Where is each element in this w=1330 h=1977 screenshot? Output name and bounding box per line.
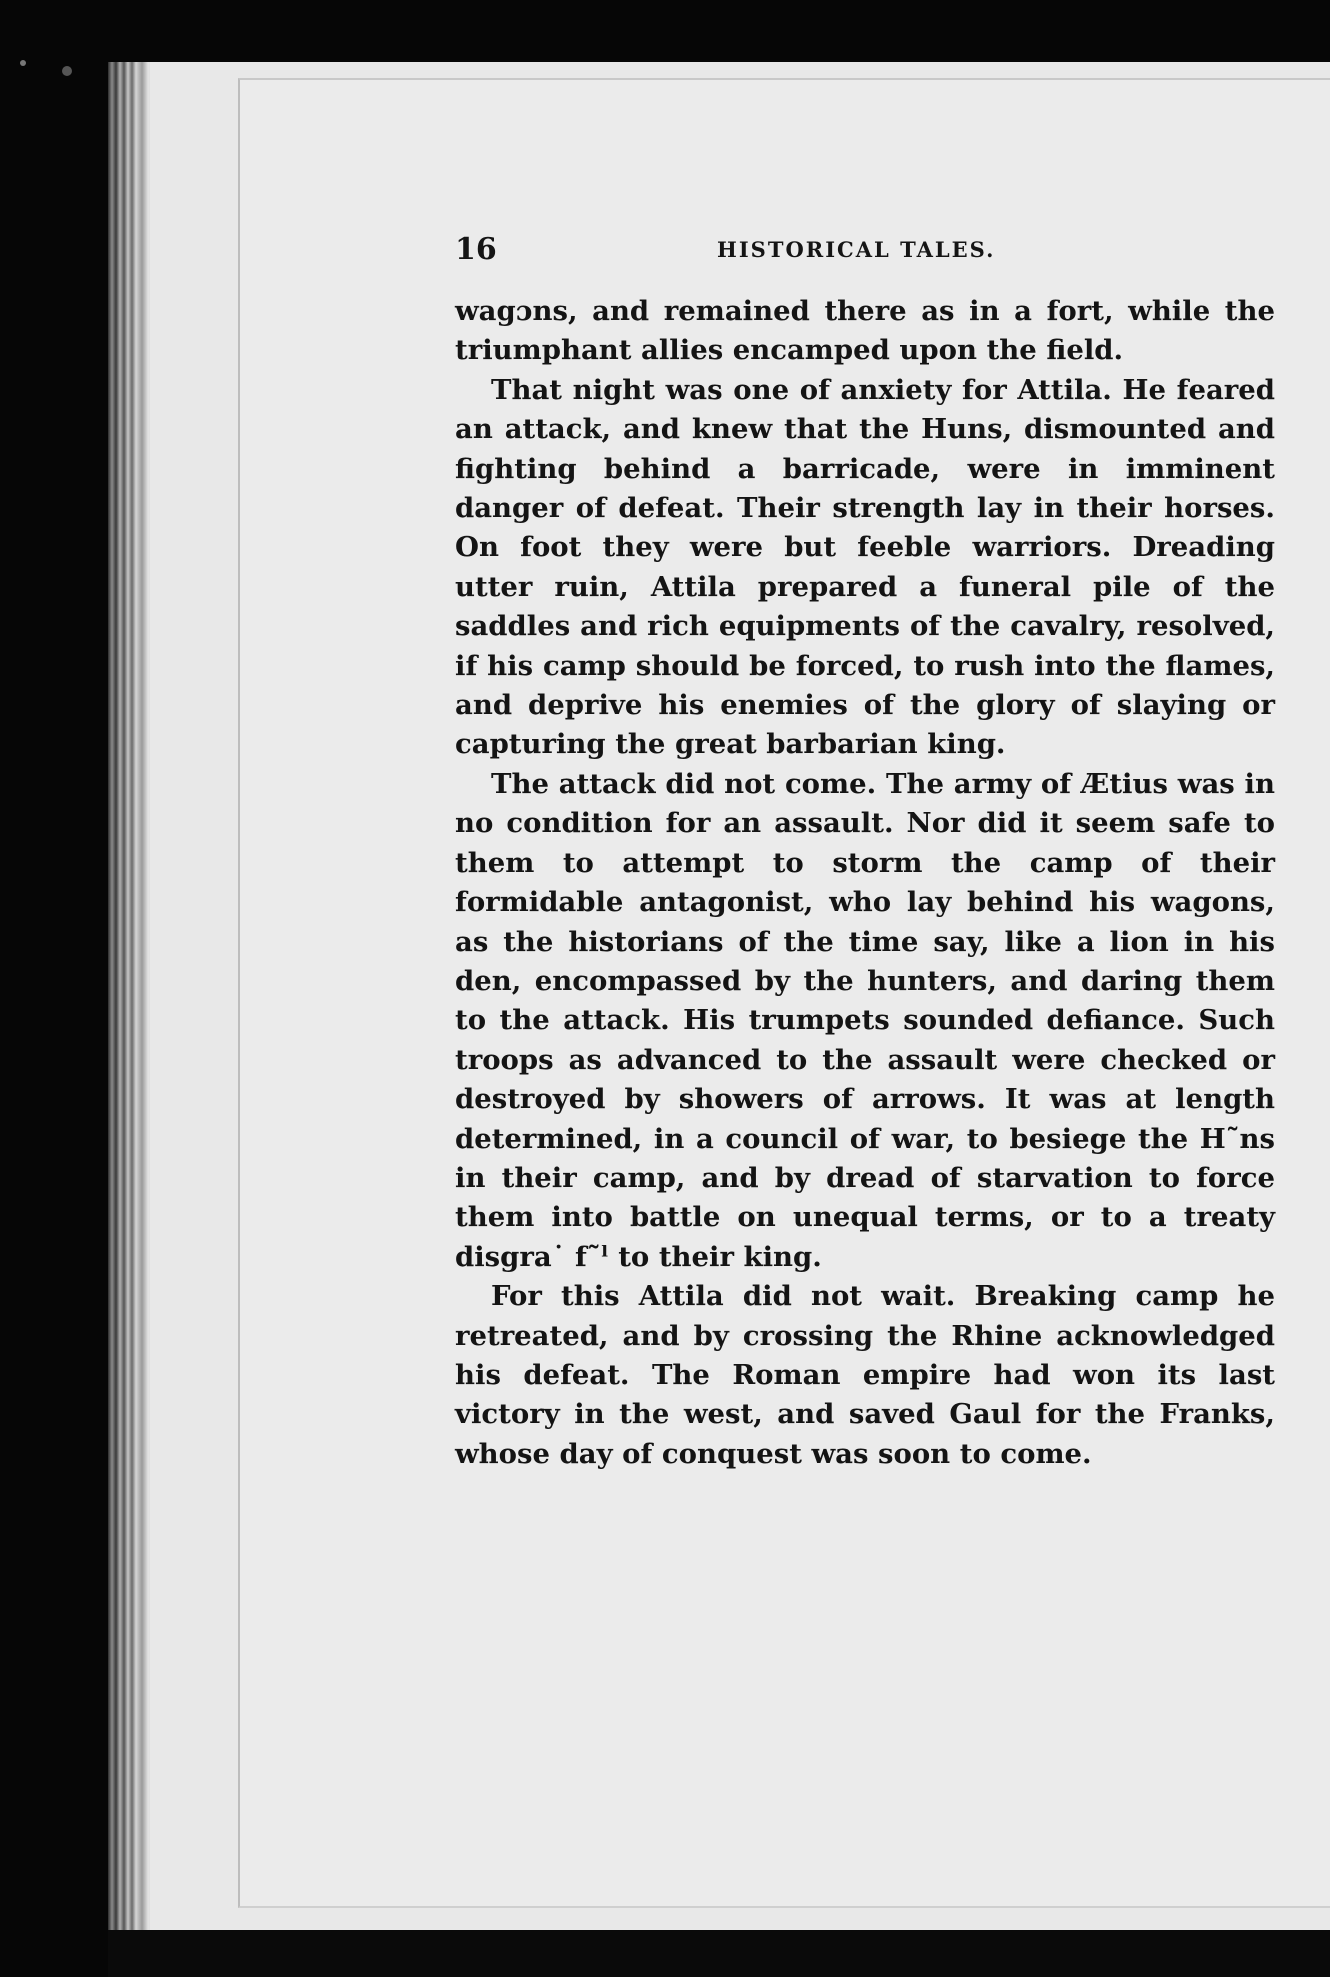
paragraph: That night was one of anxiety for Attila. He feared an attack, and knew that the Huns, dismounted and fighting behind a barricade, were in imminent danger of defeat. Their strength lay in their horses. On foot they were but feeble warriors. Dreading utter ruin, Attila prepared a funeral pile of the saddles and rich equipments of the cavalry, resolved, if his camp should be forced, to rush into the flames, and deprive his enemies of the glory of slaying or capturing the great barbarian king. — [455, 373, 1275, 761]
paragraph: For this Attila did not wait. Breaking camp he retreated, and by crossing the Rhine acknowledged his defeat. The Roman empire had won its last victory in the west, and saved Gaul for the Franks, whose day of conquest was soon to come. — [455, 1280, 1275, 1470]
body-text — [455, 292, 1275, 1474]
paragraph: The attack did not come. The army of Ætius was in no condition for an assault. Nor did it seem safe to them to attempt to storm the camp of their formidable antagonist, who lay behind his wagons, as the historians of the time say, like a lion in his den, encompassed by the hunters, and daring them to the attack. His trumpets sounded defiance. Such troops as advanced to the assault were checked or destroyed by showers of arrows. It was at length determined, in a council of war, to besiege the H˜ns in their camp, and by dread of starvation to force them into battle on unequal terms, or to a treaty disgra˙ f˜ˡ to their king. — [455, 767, 1275, 1273]
bottom-shadow — [108, 1930, 1330, 1977]
page-number: 16 — [455, 232, 497, 267]
scan-speck — [20, 60, 26, 66]
paragraph: wagɔns, and remained there as in a fort, while the triumphant allies encamped upon the field. — [455, 295, 1275, 367]
running-title: HISTORICAL TALES. — [717, 237, 996, 262]
scan-speck — [62, 66, 72, 76]
page-header — [455, 232, 1285, 272]
